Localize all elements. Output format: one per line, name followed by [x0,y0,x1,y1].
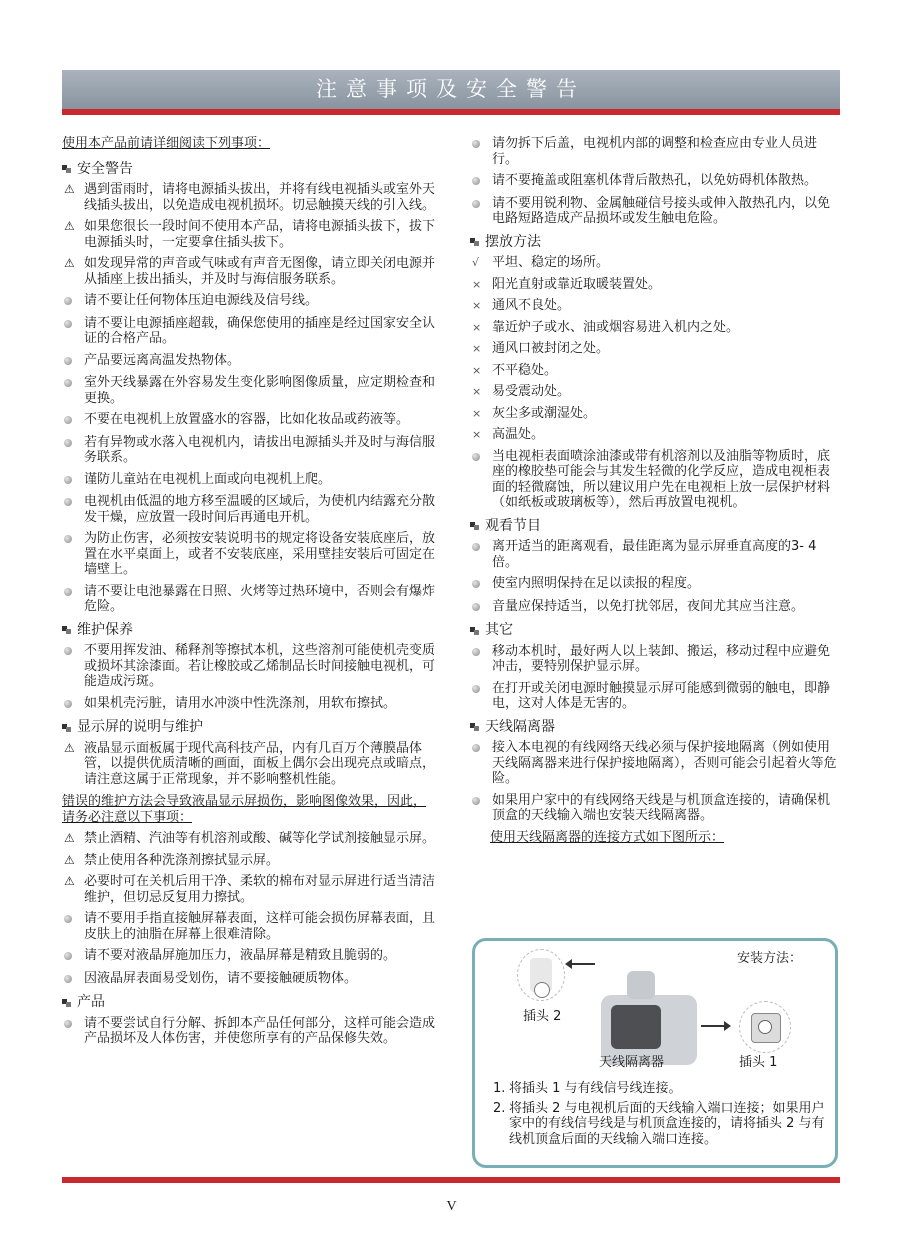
page-number: V [446,1199,457,1214]
list-item-text: 请不要让电池暴露在日照、火烤等过热环境中，否则会有爆炸危险。 [84,583,436,614]
list-item-text: 谨防儿童站在电视机上面或向电视机上爬。 [84,471,332,487]
list-item-text: 请不要用锐利物、金属触碰信号接头或伸入散热孔内，以免电路短路造成产品损坏或发生触电危险。 [492,195,831,226]
warning-icon: ⚠ [64,874,75,888]
warning-icon: ⚠ [64,219,75,233]
list-item-text: 在打开或关闭电源时触摸显示屏可能感到微弱的触电，即静电，这对人体是无害的。 [492,680,831,711]
section-heading [62,720,436,736]
bullet-dot-icon [62,971,84,988]
list-item-text: 请不要让任何物体压迫电源线及信号线。 [84,293,319,308]
warning-icon: ⚠ [64,182,75,196]
bullet-dot-icon [470,644,492,675]
section-heading [470,623,840,639]
list-item-text: 不要用挥发油、稀释剂等擦拭本机，这些溶剂可能使机壳变质或损坏其涂漆面。若让橡胶或乙烯制品长时间接触电视机，可能造成污斑。 [84,643,436,689]
bullet-dot-icon [62,643,84,690]
list-item-text: 平坦、稳定的场所。 [492,255,610,270]
list-item [62,948,436,965]
list-item-text: 液晶显示面板属于现代高科技产品，内有几百万个薄膜晶体管，以提供优质清晰的画面，面板上偶尔会出现亮点或暗点，请注意这属于正常现象，并不影响整机性能。 [84,740,436,787]
bullet-dot-icon [62,494,84,525]
list-item [62,219,436,250]
list-item-text: 移动本机时，最好两人以上装卸、搬运，移动过程中应避免冲击，要特别保护显示屏。 [492,643,831,674]
bullet-dot-icon [62,584,84,615]
list-item [470,363,840,379]
list-item-text: 使室内照明保持在足以读报的程度。 [492,576,701,591]
cross-mark-icon: × [472,277,482,291]
list-item [470,644,840,675]
list-item [62,375,436,406]
list-item [62,971,436,988]
left-column [62,136,436,1053]
list-item [62,316,436,347]
header-red-bar [62,109,840,115]
section-title: 天线隔离器 [485,718,555,735]
bullet-dot-icon [470,136,492,167]
arrow-left-icon [571,963,595,965]
list-item-text: 通风口被封闭之处。 [492,341,610,356]
bullet-dot-icon [470,681,492,712]
list-item [62,353,436,370]
list-item-text: 必要时可在关机后用干净、柔软的棉布对显示屏进行适当清洁维护，但切忌反复用力擦拭。 [84,874,436,905]
section-heading [62,995,436,1011]
list-item-text: 接入本电视的有线网络天线必须与保护接地隔离（例如使用天线隔离器来进行保护接地隔离），否则可能会引起着火等危险。 [492,740,837,786]
section-title: 观看节目 [485,517,541,534]
section-heading [470,720,840,736]
install-method-label: 安装方法： [737,951,803,966]
list-item [470,599,840,616]
section-marker-icon [470,722,480,732]
list-item-text: 如果您很长一段时间不使用本产品，请将电源插头拔下，拔下电源插头时，一定要拿住插头拔下。 [84,219,436,250]
list-item-text: 离开适当的距离观看，最佳距离为显示屏垂直高度的3- 4倍。 [492,539,817,570]
list-item [470,427,840,443]
list-item [62,584,436,615]
bullet-dot-icon [62,911,84,942]
bullet-dot-icon [62,948,84,965]
bullet-dot-icon [62,353,84,370]
warning-icon: ⚠ [64,256,75,270]
list-item [62,531,436,578]
list-item-text: 遇到雷雨时，请将电源插头拔出，并将有线电视插头或室外天线插头拔出，以免造成电视机损坏。切忌触摸天线的引入线。 [84,182,436,213]
bullet-dot-icon [470,740,492,787]
list-item [62,643,436,690]
bullet-dot-icon [470,793,492,824]
list-item [470,449,840,511]
plug-1-illustration [739,1001,791,1053]
step-number: 1. [493,1081,506,1096]
list-item-text: 通风不良处。 [492,298,571,313]
section-marker-icon [470,237,480,247]
list-item [62,741,436,788]
install-step [493,1081,829,1097]
list-item-text: 产品要远离高温发热物体。 [84,352,241,368]
list-item [470,740,840,787]
plug-1-label: 插头 1 [739,1055,778,1070]
section-title: 其它 [485,622,513,638]
cross-mark-icon: × [472,385,482,398]
section-heading [470,235,840,251]
warning-icon: ⚠ [64,852,75,867]
list-item-text: 如果机壳污脏，请用水冲淡中性洗涤剂，用软布擦拭。 [84,695,397,711]
install-step [493,1101,829,1148]
list-item-text: 请不要尝试自行分解、拆卸本产品任何部分，这样可能会造成产品损坏及人体伤害，并使您所享有的产品保修失效。 [84,1015,436,1046]
cross-mark-icon: × [472,406,482,420]
bullet-dot-icon [62,531,84,578]
list-item-text: 室外天线暴露在外容易发生变化影响图像质量，应定期检查和更换。 [84,375,436,406]
section-marker-icon [470,626,480,636]
list-item-text: 禁止使用各种洗涤剂擦拭显示屏。 [84,852,280,868]
section-title: 摆放方法 [485,233,541,250]
step-text: 将插头 2 与电视机后面的天线输入端口连接；如果用户家中的有线信号线是与机顶盒连接的，请将插头 2 与有线机顶盒后面的天线输入端口连接。 [509,1100,825,1147]
page-header [62,70,840,109]
list-item-text: 不要在电视机上放置盛水的容器，比如化妆品或药液等。 [84,412,410,427]
cross-mark-icon: × [472,363,482,377]
bullet-dot-icon [62,293,84,310]
list-item-text: 易受震动处。 [492,384,571,399]
bullet-dot-icon [62,696,84,713]
bullet-dot-icon [62,316,84,347]
isolator-label: 天线隔离器 [599,1055,665,1070]
cross-mark-icon: × [472,320,482,334]
section-marker-icon [470,521,480,531]
warning-icon: ⚠ [64,831,75,845]
bullet-dot-icon [62,472,84,489]
list-item [62,293,436,310]
page-title: 注意事项及安全警告 [316,77,586,101]
list-item [470,406,840,422]
check-mark-icon: √ [472,256,480,269]
section-title: 安全警告 [77,160,133,177]
cross-mark-icon: × [472,342,482,355]
section-title: 产品 [77,994,105,1010]
list-item [470,298,840,314]
list-item [62,472,436,489]
bullet-dot-icon [62,375,84,406]
list-item-text: 因液晶屏表面易受划伤，请不要接触硬质物体。 [84,970,358,986]
list-item [470,196,840,227]
list-item [470,681,840,712]
list-item-text: 请勿拆下后盖，电视机内部的调整和检查应由专业人员进行。 [492,136,818,167]
step-number: 2. [493,1100,506,1116]
section-heading [470,519,840,535]
list-item-text: 若有异物或水落入电视机内，请拔出电源插头并及时与海信服务联系。 [84,434,436,465]
step-text: 将插头 1 与有线信号线连接。 [509,1081,682,1096]
maintenance-note: 错误的维护方法会导致液晶显示屏损伤，影响图像效果，因此，请务必注意以下事项： [62,793,427,824]
list-item-text: 请不要让电源插座超载，确保您使用的插座是经过国家安全认证的合格产品。 [84,315,436,346]
arrow-right-icon [701,1025,725,1027]
section-heading [62,162,436,178]
plug-2-illustration [517,949,565,1001]
bullet-dot-icon [470,196,492,227]
connection-diagram-title: 使用天线隔离器的连接方式如下图所示： [490,829,725,845]
list-item [470,793,840,824]
antenna-isolator-diagram [472,938,838,1168]
install-steps [493,1081,829,1151]
list-item [470,320,840,336]
list-item-text: 音量应保持适当，以免打扰邻居，夜间尤其应当注意。 [492,598,805,614]
list-item-text: 如果用户家中的有线网络天线是与机顶盒连接的，请确保机顶盒的天线输入端也安装天线隔离器。 [492,792,831,823]
list-item-text: 不平稳处。 [492,362,558,378]
list-item [62,831,436,847]
list-item [62,1016,436,1047]
list-item-text: 高温处。 [492,427,545,442]
intro-text: 使用本产品前请详细阅读下列事项： [62,136,271,151]
bullet-dot-icon [470,599,492,616]
cross-mark-icon: × [472,428,482,441]
section-title: 显示屏的说明与维护 [77,719,203,735]
list-item-text: 请不要对液晶屏施加压力，液晶屏幕是精致且脆弱的。 [84,948,397,963]
list-item-text: 请不要掩盖或阻塞机体背后散热孔，以免妨碍机体散热。 [492,173,818,188]
warning-icon: ⚠ [64,740,75,755]
footer-red-bar [62,1177,840,1183]
list-item [62,494,436,525]
bullet-dot-icon [62,435,84,466]
list-item [62,853,436,869]
list-item-text: 请不要用手指直接触屏幕表面，这样可能会损伤屏幕表面，且皮肤上的油脂在屏幕上很难清除。 [84,911,436,942]
list-item [470,384,840,400]
list-item [470,539,840,570]
list-item [470,341,840,357]
list-item [62,256,436,287]
list-item-text: 当电视柜表面喷涂油漆或带有机溶剂以及油脂等物质时，底座的橡胶垫可能会与其发生轻微的化学反应，造成电视柜表面的轻微腐蚀，所以建议用户先在电视柜上放一层保护材料（如纸板或玻璃板等），然后再放置电视机。 [492,448,831,510]
list-item-text: 为防止伤害，必须按安装说明书的规定将设备安装底座后，放置在水平桌面上，或者不安装底座，采用壁挂安装后可固定在墙壁上。 [84,531,436,577]
list-item-text: 如发现异常的声音或气味或有声音无图像，请立即关闭电源并从插座上拔出插头，并及时与海信服务联系。 [84,256,436,287]
list-item [62,874,436,905]
cross-mark-icon: × [472,299,482,312]
bullet-dot-icon [470,449,492,511]
list-item [470,173,840,190]
list-item [62,182,436,213]
list-item [470,255,840,271]
list-item-text: 阳光直射或靠近取暖装置处。 [492,276,662,292]
plug-2-label: 插头 2 [523,1009,562,1024]
list-item-text: 禁止酒精、汽油等有机溶剂或酸、碱等化学试剂接触显示屏。 [84,831,436,846]
bullet-dot-icon [470,539,492,570]
list-item-text: 灰尘多或潮湿处。 [492,405,597,421]
list-item [470,576,840,593]
section-marker-icon [62,723,72,733]
bullet-dot-icon [62,412,84,429]
bullet-dot-icon [62,1016,84,1047]
list-item-text: 电视机由低温的地方移至温暖的区域后，为使机内结露充分散发干燥，应放置一段时间后再通电开机。 [84,494,436,525]
section-title: 维护保养 [77,621,133,638]
list-item [62,435,436,466]
list-item [62,911,436,942]
list-item [470,136,840,167]
list-item [470,277,840,293]
list-item [62,696,436,713]
bullet-dot-icon [470,576,492,593]
right-column [470,136,840,849]
bullet-dot-icon [470,173,492,190]
list-item [62,412,436,429]
list-item-text: 靠近炉子或水、油或烟容易进入机内之处。 [492,319,740,335]
section-marker-icon [62,998,72,1008]
section-marker-icon [62,164,72,174]
section-marker-icon [62,625,72,635]
section-heading [62,623,436,639]
